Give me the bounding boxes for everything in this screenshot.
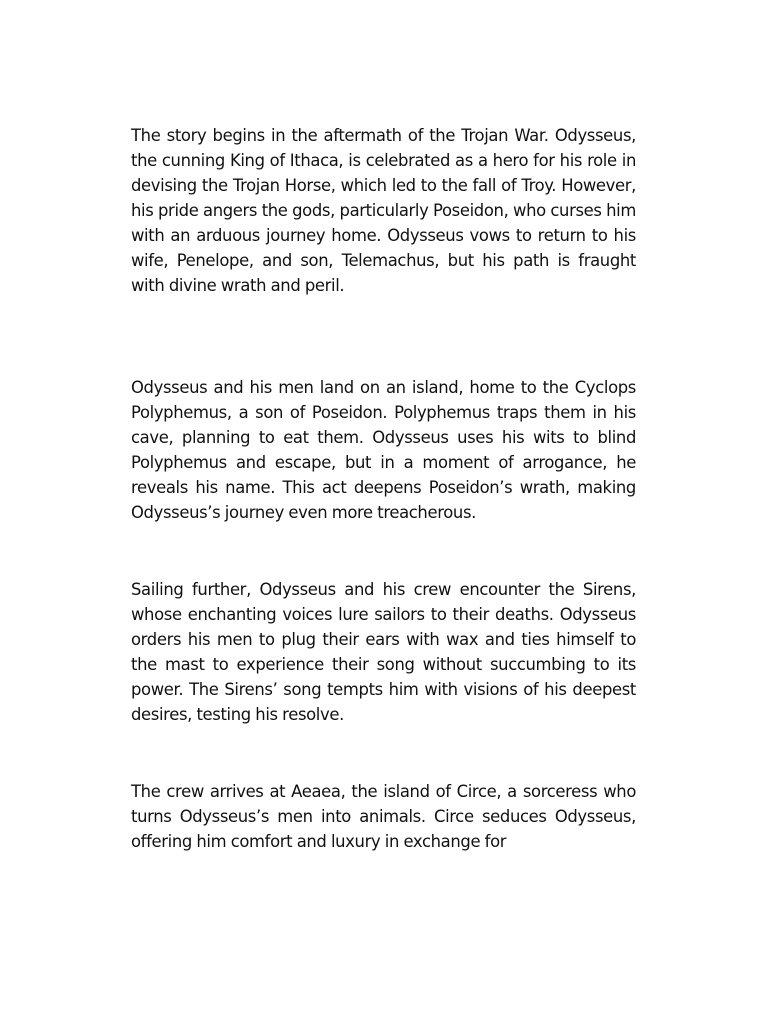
paragraph-sirens: Sailing further, Odysseus and his crew encounter the Sirens, whose enchanting voices lure sailors to their deaths. Odysseus orders his men to plug their ears with wax and ties himself to the mast to experience their song without succumbing to its power. The Sirens’ song tempts him with visions of his deepest desires, testing his resolve.	[131, 580, 636, 724]
paragraph-trojan-war: The story begins in the aftermath of the Trojan War. Odysseus, the cunning King of Ithaca, is celebrated as a hero for his role in devising the Trojan Horse, which led to the fall of Troy. However, his pride angers the gods, particularly Poseidon, who curses him with an arduous journey home. Odysseus vows to return to his wife, Penelope, and son, Telemachus, but his path is fraught with divine wrath and peril.	[131, 126, 636, 295]
paragraph-circe: The crew arrives at Aeaea, the island of Circe, a sorceress who turns Odysseus’s men into animals. Circe seduces Odysseus, offering him comfort and luxury in exchange for	[131, 782, 636, 851]
paragraph-cyclops: Odysseus and his men land on an island, home to the Cyclops Polyphemus, a son of Poseidon. Polyphemus traps them in his cave, planning to eat them. Odysseus uses his wits to blind Polyphemus and escape, but in a moment of arrogance, he reveals his name. This act deepens Poseidon’s wrath, making Odysseus’s journey even more treacherous.	[131, 378, 636, 522]
